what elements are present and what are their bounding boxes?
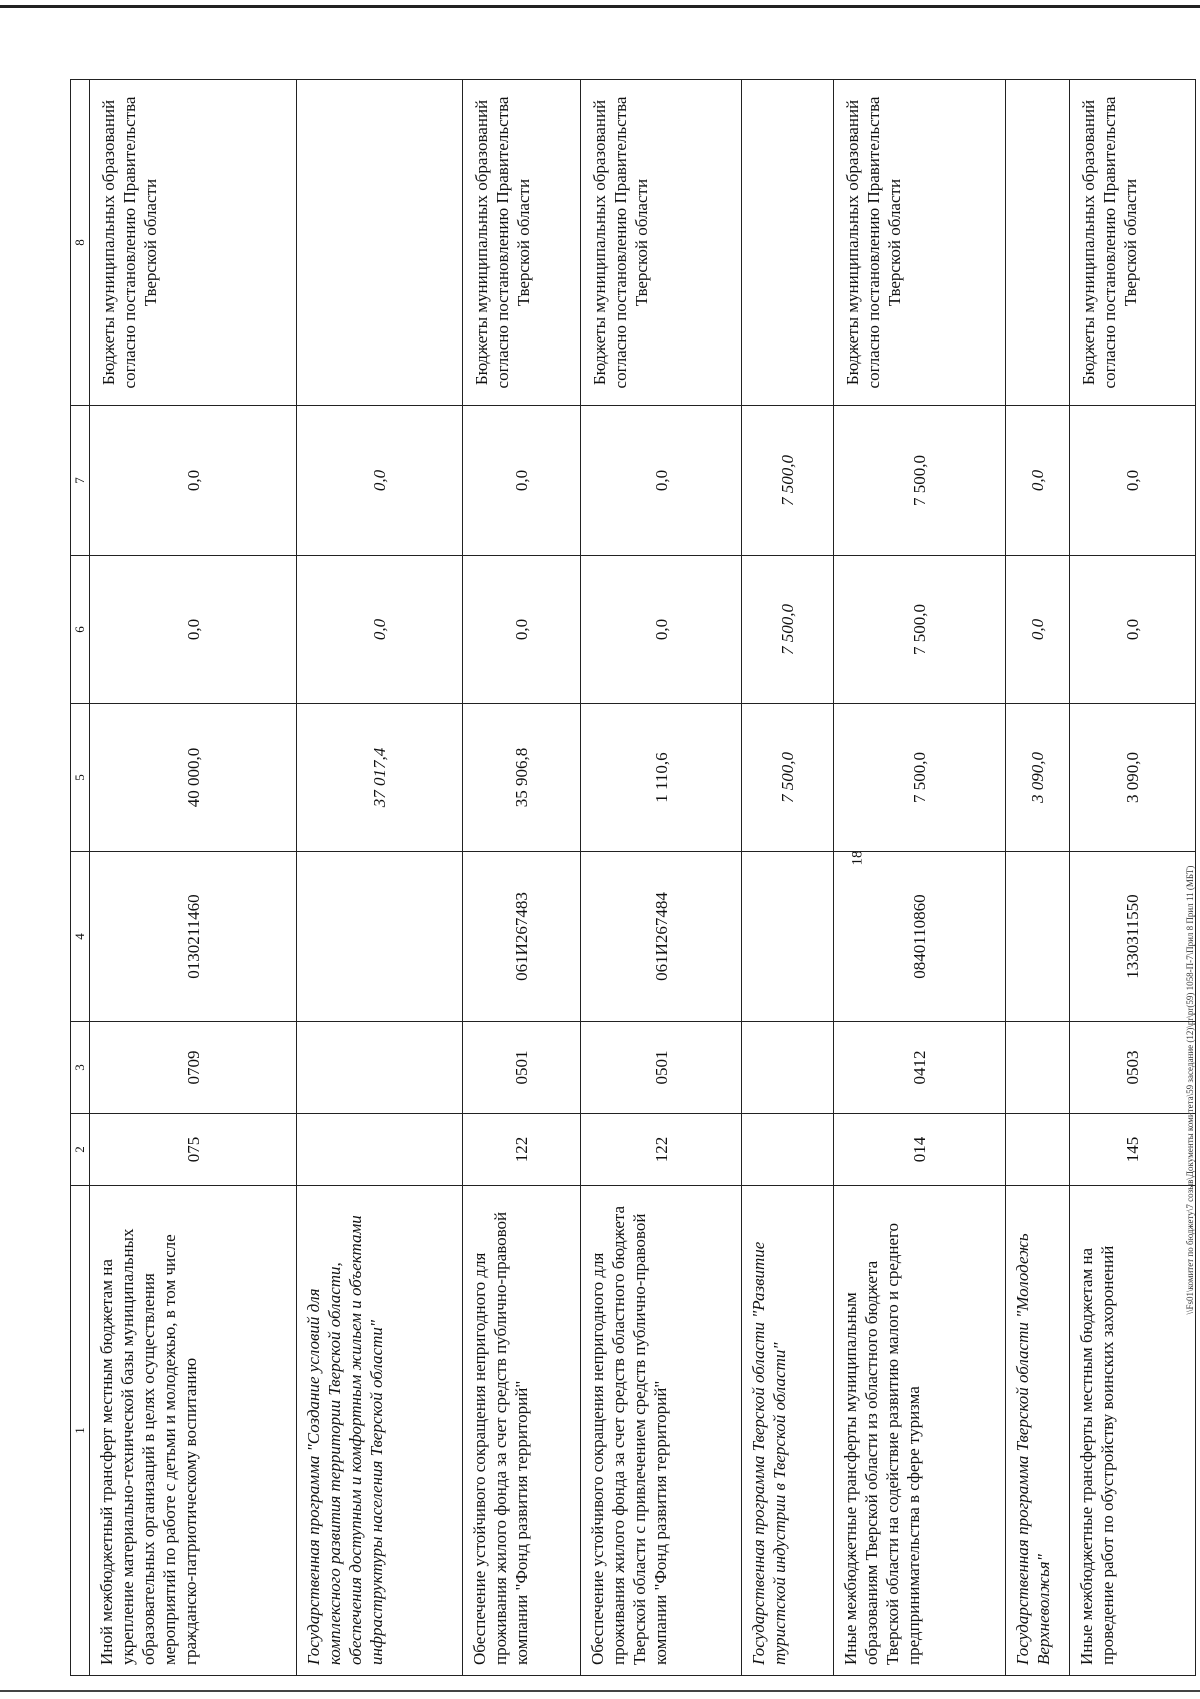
rotated-table-container bbox=[70, 80, 1196, 1676]
column-number-6: 6 bbox=[71, 556, 90, 704]
row-description: Иные межбюджетные трансферты муниципальным образованиям Тверской области из областного бюджета Тверской области на содействие развитию малого и среднего предпринимательства в сфере туризма bbox=[833, 1186, 1005, 1676]
row-target-code: 0130211460 bbox=[90, 852, 296, 1022]
row-amount-col6: 0,0 bbox=[1069, 556, 1195, 704]
row-amount-col7: 7 500,0 bbox=[833, 406, 1005, 556]
row-target-code bbox=[741, 852, 833, 1022]
row-section-code: 0501 bbox=[581, 1022, 742, 1114]
row-section-code: 0412 bbox=[833, 1022, 1005, 1114]
table-row bbox=[463, 80, 581, 1676]
row-amount-col7: 0,0 bbox=[1069, 406, 1195, 556]
row-amount-col7: 0,0 bbox=[1005, 406, 1069, 556]
row-description: Обеспечение устойчивого сокращения непригодного для проживания жилого фонда за счет средств публично-правовой компании "Фонд развития территорий" bbox=[463, 1186, 581, 1676]
column-number-7: 7 bbox=[71, 406, 90, 556]
row-target-code: 061И267483 bbox=[463, 852, 581, 1022]
column-number-2: 2 bbox=[71, 1114, 90, 1186]
row-amount-col6: 0,0 bbox=[90, 556, 296, 704]
row-amount-col5: 37 017,4 bbox=[296, 704, 462, 852]
table-row bbox=[296, 80, 462, 1676]
table-row bbox=[1005, 80, 1069, 1676]
row-recipient-note bbox=[296, 80, 462, 406]
row-grbs-code: 075 bbox=[90, 1114, 296, 1186]
row-amount-col6: 7 500,0 bbox=[833, 556, 1005, 704]
file-path-footer: \\Fs01\комитет по бюджету\7 созыв\Документы комитета\59 заседание (12)\pr\pr(59) 1058-П-7\Прил 8 Прил 11 (МБТ) bbox=[1185, 865, 1195, 1315]
row-grbs-code bbox=[741, 1114, 833, 1186]
row-amount-col5: 35 906,8 bbox=[463, 704, 581, 852]
table-row bbox=[1069, 80, 1195, 1676]
row-amount-col6: 0,0 bbox=[581, 556, 742, 704]
row-description: Государственная программа Тверской области "Молодежь Верхневолжья" bbox=[1005, 1186, 1069, 1676]
page-number: 18 bbox=[849, 850, 866, 866]
row-description: Иной межбюджетный трансферт местным бюджетам на укрепление материально-технической базы муниципальных образовательных организаций в целях осуществления мероприятий по работе с детьми и молодежью, в том числе гражданско-патриотическому воспитанию bbox=[90, 1186, 296, 1676]
appropriations-table bbox=[70, 79, 1196, 1676]
row-grbs-code: 014 bbox=[833, 1114, 1005, 1186]
row-recipient-note: Бюджеты муниципальных образований согласно постановлению Правительства Тверской области bbox=[833, 80, 1005, 406]
row-grbs-code: 145 bbox=[1069, 1114, 1195, 1186]
row-amount-col6: 7 500,0 bbox=[741, 556, 833, 704]
row-amount-col5: 3 090,0 bbox=[1005, 704, 1069, 852]
row-description: Иные межбюджетные трансферты местным бюджетам на проведение работ по обустройству воинских захоронений bbox=[1069, 1186, 1195, 1676]
table-row bbox=[833, 80, 1005, 1676]
row-amount-col7: 0,0 bbox=[90, 406, 296, 556]
table-row bbox=[581, 80, 742, 1676]
row-section-code bbox=[296, 1022, 462, 1114]
row-amount-col5: 7 500,0 bbox=[833, 704, 1005, 852]
row-amount-col7: 7 500,0 bbox=[741, 406, 833, 556]
column-number-8: 8 bbox=[71, 80, 90, 406]
row-section-code: 0503 bbox=[1069, 1022, 1195, 1114]
row-grbs-code bbox=[296, 1114, 462, 1186]
row-description: Государственная программа Тверской области "Развитие туристской индустрии в Тверской области" bbox=[741, 1186, 833, 1676]
row-section-code bbox=[1005, 1022, 1069, 1114]
row-target-code: 061И267484 bbox=[581, 852, 742, 1022]
row-amount-col5: 3 090,0 bbox=[1069, 704, 1195, 852]
row-recipient-note: Бюджеты муниципальных образований согласно постановлению Правительства Тверской области bbox=[581, 80, 742, 406]
row-recipient-note bbox=[1005, 80, 1069, 406]
row-description: Государственная программа "Создание условий для комплексного развития территории Тверской области, обеспечения доступным и комфортным жильем и объектами инфраструктуры населения Тверской области" bbox=[296, 1186, 462, 1676]
column-number-row bbox=[71, 80, 90, 1676]
row-grbs-code: 122 bbox=[463, 1114, 581, 1186]
row-amount-col6: 0,0 bbox=[1005, 556, 1069, 704]
bottom-border-line bbox=[0, 1690, 1200, 1692]
table-row bbox=[741, 80, 833, 1676]
row-target-code bbox=[296, 852, 462, 1022]
top-border-line bbox=[0, 5, 1200, 8]
row-amount-col6: 0,0 bbox=[296, 556, 462, 704]
row-grbs-code bbox=[1005, 1114, 1069, 1186]
row-amount-col7: 0,0 bbox=[463, 406, 581, 556]
row-target-code: 1330311550 bbox=[1069, 852, 1195, 1022]
row-section-code bbox=[741, 1022, 833, 1114]
column-number-3: 3 bbox=[71, 1022, 90, 1114]
row-amount-col5: 1 110,6 bbox=[581, 704, 742, 852]
row-amount-col7: 0,0 bbox=[296, 406, 462, 556]
row-description: Обеспечение устойчивого сокращения непригодного для проживания жилого фонда за счет средств областного бюджета Тверской области с привлечением средств публично-правовой компании "Фонд развития территорий" bbox=[581, 1186, 742, 1676]
row-recipient-note: Бюджеты муниципальных образований согласно постановлению Правительства Тверской области bbox=[463, 80, 581, 406]
row-target-code: 0840110860 bbox=[833, 852, 1005, 1022]
column-number-5: 5 bbox=[71, 704, 90, 852]
row-section-code: 0709 bbox=[90, 1022, 296, 1114]
row-section-code: 0501 bbox=[463, 1022, 581, 1114]
row-recipient-note bbox=[741, 80, 833, 406]
row-amount-col7: 0,0 bbox=[581, 406, 742, 556]
row-target-code bbox=[1005, 852, 1069, 1022]
column-number-1: 1 bbox=[71, 1186, 90, 1676]
row-amount-col6: 0,0 bbox=[463, 556, 581, 704]
row-recipient-note: Бюджеты муниципальных образований согласно постановлению Правительства Тверской области bbox=[90, 80, 296, 406]
column-number-4: 4 bbox=[71, 852, 90, 1022]
row-grbs-code: 122 bbox=[581, 1114, 742, 1186]
table-row bbox=[90, 80, 296, 1676]
row-amount-col5: 40 000,0 bbox=[90, 704, 296, 852]
row-recipient-note: Бюджеты муниципальных образований согласно постановлению Правительства Тверской области bbox=[1069, 80, 1195, 406]
row-amount-col5: 7 500,0 bbox=[741, 704, 833, 852]
